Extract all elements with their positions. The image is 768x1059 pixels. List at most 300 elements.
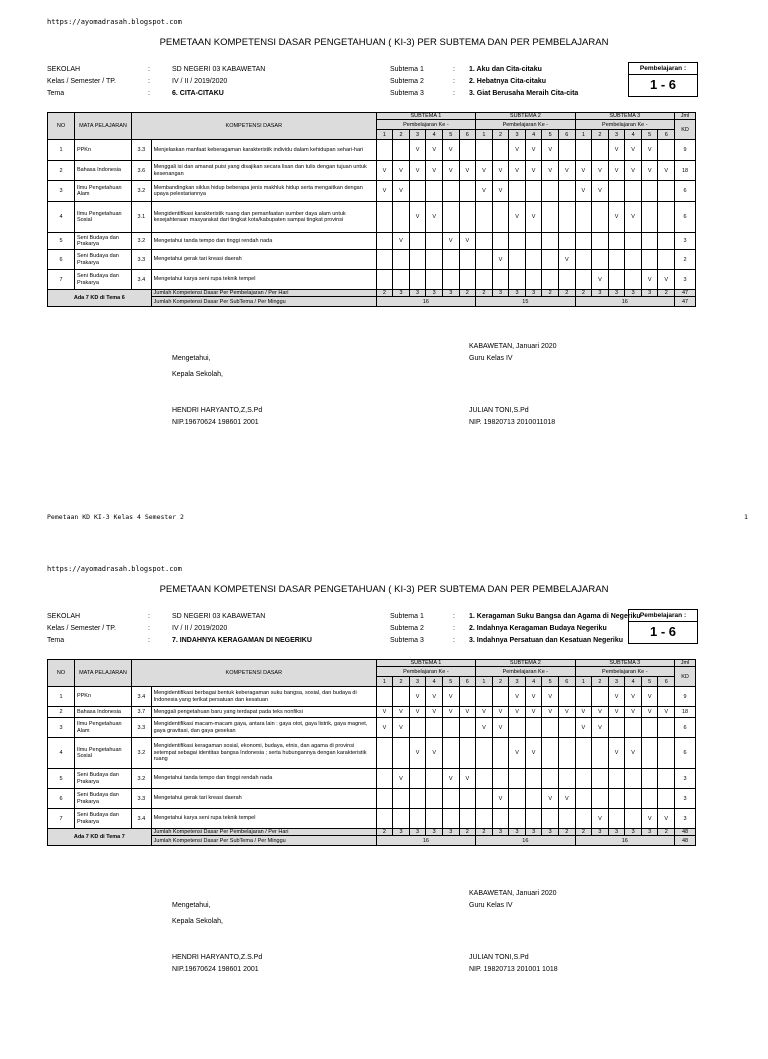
row-mark: V	[641, 687, 658, 707]
row-mark: V	[492, 161, 509, 181]
header-pembelajaran-number: 2	[393, 130, 410, 140]
summary-minggu-value: 16	[575, 297, 674, 307]
header-pembelajaran: Pembelajaran Ke -	[575, 120, 674, 130]
row-mark	[459, 250, 476, 270]
row-mark: V	[409, 687, 426, 707]
summary-hari-value: 2	[459, 290, 476, 297]
subtema-2-separator: :	[453, 625, 455, 632]
row-mark	[476, 687, 493, 707]
row-mark	[542, 809, 559, 829]
summary-hari-value: 3	[509, 290, 526, 297]
row-mark	[559, 687, 576, 707]
row-no: 6	[48, 789, 75, 809]
row-mark	[409, 809, 426, 829]
row-mark: V	[509, 202, 526, 233]
row-mark: V	[525, 140, 542, 161]
table-row	[48, 140, 696, 161]
row-jml: 3	[675, 809, 696, 829]
row-mapel: Seni Budaya dan Prakarya	[74, 270, 131, 290]
row-mark	[376, 809, 393, 829]
row-mark	[442, 718, 459, 738]
summary-minggu-value: 16	[476, 836, 575, 846]
header-pembelajaran-number: 6	[559, 677, 576, 687]
header-pembelajaran-number: 2	[492, 130, 509, 140]
summary-hari-value: 2	[376, 290, 393, 297]
header-pembelajaran-number: 6	[559, 130, 576, 140]
row-mark	[409, 789, 426, 809]
row-mark: V	[492, 789, 509, 809]
row-mapel: Ilmu Pengetahuan Sosial	[74, 202, 131, 233]
row-mark	[492, 233, 509, 250]
row-mark	[658, 181, 675, 202]
summary-hari-label: Jumlah Kompetensi Dasar Per Pembelajaran / Per Hari	[151, 290, 376, 297]
row-mark: V	[608, 161, 625, 181]
row-kd-description: Menggali isi dan amanat puisi yang disajikan secara lisan dan tulis dengan tujuan untuk kesenangan	[151, 161, 376, 181]
table-row	[48, 270, 696, 290]
row-mark: V	[625, 140, 642, 161]
row-mapel: Ilmu Pengetahuan Alam	[74, 718, 131, 738]
table-row	[48, 789, 696, 809]
row-mark	[658, 738, 675, 769]
summary-hari-value: 3	[509, 829, 526, 836]
row-kd-description: Mengidentifikasi karakteristik ruang dan pemanfaatan sumber daya alam untuk kesejahteraan masyarakat dari tingkat kota/kabupaten sampai tingkat provinsi	[151, 202, 376, 233]
table-row	[48, 718, 696, 738]
row-kd-description: Mengetahui karya seni rupa teknik tempel	[151, 270, 376, 290]
header-pembelajaran: Pembelajaran Ke -	[476, 667, 575, 677]
guru-name: JULIAN TONI,S.Pd	[469, 954, 529, 961]
row-mark: V	[442, 707, 459, 718]
row-mark: V	[592, 809, 609, 829]
row-no: 4	[48, 738, 75, 769]
row-no: 2	[48, 161, 75, 181]
row-mark: V	[608, 738, 625, 769]
row-mark	[608, 270, 625, 290]
row-kd-code: 3.1	[131, 202, 151, 233]
header-pembelajaran-number: 2	[592, 677, 609, 687]
header-pembelajaran-number: 5	[641, 677, 658, 687]
subtema-1-separator: :	[453, 613, 455, 620]
row-mark	[376, 687, 393, 707]
row-mark	[608, 789, 625, 809]
row-mark	[592, 687, 609, 707]
kelas-value: IV / II / 2019/2020	[172, 625, 228, 632]
row-mark: V	[492, 707, 509, 718]
row-mark	[542, 738, 559, 769]
row-mark: V	[426, 202, 443, 233]
summary-label: Ada 7 KD di Tema 6	[48, 290, 152, 307]
row-mark: V	[393, 718, 410, 738]
header-pembelajaran-number: 5	[542, 130, 559, 140]
row-mark	[525, 809, 542, 829]
row-mark	[442, 738, 459, 769]
row-mark	[559, 738, 576, 769]
row-mark: V	[592, 270, 609, 290]
subtema-2-separator: :	[453, 78, 455, 85]
row-mark	[393, 250, 410, 270]
row-kd-code: 3.4	[131, 687, 151, 707]
row-kd-code: 3.2	[131, 769, 151, 789]
row-mark	[376, 738, 393, 769]
row-no: 6	[48, 250, 75, 270]
row-mark: V	[608, 707, 625, 718]
row-mark: V	[641, 161, 658, 181]
row-no: 1	[48, 687, 75, 707]
row-mark	[393, 809, 410, 829]
row-mark	[559, 270, 576, 290]
row-mark	[559, 181, 576, 202]
row-mark: V	[658, 707, 675, 718]
summary-hari-value: 3	[592, 829, 609, 836]
sekolah-label: SEKOLAH	[47, 66, 81, 73]
row-mark	[459, 270, 476, 290]
row-mark	[542, 769, 559, 789]
row-mark: V	[625, 738, 642, 769]
row-mark	[426, 718, 443, 738]
mengetahui-label: Mengetahui,	[172, 902, 211, 909]
row-mark: V	[492, 250, 509, 270]
summary-hari-value: 2	[559, 290, 576, 297]
summary-hari-value: 2	[575, 829, 592, 836]
row-mark: V	[608, 140, 625, 161]
row-mark	[476, 789, 493, 809]
row-mark	[426, 250, 443, 270]
row-mark	[658, 769, 675, 789]
row-mark	[476, 738, 493, 769]
subtema-1-value: 1. Aku dan Cita-citaku	[469, 66, 542, 73]
row-no: 3	[48, 181, 75, 202]
row-mark: V	[658, 270, 675, 290]
row-mark: V	[442, 769, 459, 789]
row-mark	[426, 789, 443, 809]
row-mark: V	[409, 161, 426, 181]
row-mark	[625, 789, 642, 809]
row-mark	[492, 140, 509, 161]
row-mark	[575, 789, 592, 809]
row-jml: 18	[675, 707, 696, 718]
summary-label: Ada 7 KD di Tema 7	[48, 829, 152, 846]
row-kd-code: 3.3	[131, 140, 151, 161]
row-mark	[641, 789, 658, 809]
row-mark	[608, 769, 625, 789]
row-kd-code: 3.7	[131, 707, 151, 718]
row-mark	[641, 233, 658, 250]
row-mark: V	[542, 687, 559, 707]
row-mark: V	[426, 161, 443, 181]
row-kd-description: Mengetahui tanda tempo dan tinggi rendah nada	[151, 769, 376, 789]
row-mark	[592, 140, 609, 161]
row-mark: V	[459, 161, 476, 181]
row-mapel: PPKn	[74, 687, 131, 707]
row-mark	[542, 270, 559, 290]
row-mark	[625, 769, 642, 789]
row-mark: V	[492, 181, 509, 202]
header-kd: KOMPETENSI DASAR	[131, 660, 376, 687]
row-mark	[476, 809, 493, 829]
row-kd-code: 3.3	[131, 789, 151, 809]
row-mark	[393, 738, 410, 769]
summary-hari-value: 3	[409, 290, 426, 297]
row-mark	[509, 250, 526, 270]
row-mark	[492, 769, 509, 789]
row-mark: V	[393, 161, 410, 181]
row-mapel: Seni Budaya dan Prakarya	[74, 809, 131, 829]
row-mark: V	[559, 250, 576, 270]
row-jml: 9	[675, 687, 696, 707]
summary-hari-value: 2	[476, 829, 493, 836]
row-mark	[426, 233, 443, 250]
row-mark: V	[658, 809, 675, 829]
document-title: PEMETAAN KOMPETENSI DASAR PENGETAHUAN ( KI-3) PER SUBTEMA DAN PER PEMBELAJARAN	[159, 37, 609, 48]
row-mark	[641, 181, 658, 202]
row-mark: V	[509, 738, 526, 769]
row-mark	[459, 687, 476, 707]
row-mapel: Seni Budaya dan Prakarya	[74, 250, 131, 270]
row-mark	[559, 140, 576, 161]
pembelajaran-value: 1 - 6	[649, 624, 676, 639]
row-mapel: Ilmu Pengetahuan Sosial	[74, 738, 131, 769]
summary-hari-value: 3	[426, 829, 443, 836]
row-mark: V	[542, 161, 559, 181]
page-2	[0, 547, 768, 1059]
row-kd-code: 3.3	[131, 718, 151, 738]
row-mark	[658, 789, 675, 809]
sekolah-value: SD NEGERI 03 KABAWETAN	[172, 613, 266, 620]
row-mark	[658, 250, 675, 270]
summary-hari-label: Jumlah Kompetensi Dasar Per Pembelajaran / Per Hari	[151, 829, 376, 836]
row-mark: V	[641, 140, 658, 161]
summary-minggu-value: 15	[476, 297, 575, 307]
row-mark	[376, 270, 393, 290]
row-mark	[492, 809, 509, 829]
row-mark	[393, 789, 410, 809]
row-mark	[658, 140, 675, 161]
row-mark	[525, 181, 542, 202]
row-mark: V	[409, 738, 426, 769]
row-mark	[559, 233, 576, 250]
row-mark	[608, 809, 625, 829]
row-mark: V	[575, 718, 592, 738]
header-pembelajaran-number: 6	[459, 677, 476, 687]
row-mark: V	[426, 707, 443, 718]
row-mark: V	[525, 707, 542, 718]
place-date: KABAWETAN, Januari 2020	[469, 890, 557, 897]
row-mark	[575, 270, 592, 290]
row-mark	[575, 738, 592, 769]
header-pembelajaran-number: 3	[509, 677, 526, 687]
row-mark	[459, 809, 476, 829]
row-mark: V	[459, 707, 476, 718]
summary-minggu-total: 48	[675, 836, 696, 846]
subtema-1-separator: :	[453, 66, 455, 73]
row-no: 2	[48, 707, 75, 718]
row-mark	[442, 202, 459, 233]
row-mark: V	[641, 809, 658, 829]
row-no: 3	[48, 718, 75, 738]
subtema-3-separator: :	[453, 90, 455, 97]
row-mark	[509, 270, 526, 290]
header-mapel: MATA PELAJARAN	[74, 113, 131, 140]
row-mark	[409, 233, 426, 250]
row-no: 5	[48, 233, 75, 250]
row-jml: 6	[675, 202, 696, 233]
header-pembelajaran-number: 4	[625, 130, 642, 140]
row-mark: V	[592, 161, 609, 181]
source-url: https://ayomadrasah.blogspot.com	[47, 565, 182, 573]
row-mark: V	[509, 161, 526, 181]
row-mark: V	[442, 687, 459, 707]
subtema-3-value: 3. Indahnya Persatuan dan Kesatuan Negeriku	[469, 637, 624, 644]
row-mark	[409, 181, 426, 202]
summary-minggu-total: 47	[675, 297, 696, 307]
row-kd-description: Menjelaskan manfaat keberagaman karakteristik individu dalam kehidupan sehari-hari	[151, 140, 376, 161]
row-mark: V	[592, 181, 609, 202]
table-row	[48, 250, 696, 270]
row-jml: 9	[675, 140, 696, 161]
row-mark	[509, 718, 526, 738]
header-pembelajaran: Pembelajaran Ke -	[575, 667, 674, 677]
row-mark	[575, 809, 592, 829]
row-mark	[575, 202, 592, 233]
row-mark	[575, 250, 592, 270]
kd-table	[47, 659, 696, 846]
row-jml: 6	[675, 738, 696, 769]
row-mark: V	[409, 202, 426, 233]
summary-hari-value: 2	[658, 290, 675, 297]
row-mark: V	[393, 181, 410, 202]
header-pembelajaran-number: 3	[608, 677, 625, 687]
row-mark	[525, 718, 542, 738]
row-mark	[625, 250, 642, 270]
pembelajaran-box	[628, 62, 698, 97]
row-mark: V	[409, 707, 426, 718]
table-row	[48, 161, 696, 181]
row-mark: V	[442, 161, 459, 181]
row-mark	[575, 140, 592, 161]
subtema-2-value: 2. Indahnya Keragaman Budaya Negeriku	[469, 625, 607, 632]
kelas-label: Kelas / Semester / TP.	[47, 78, 116, 85]
kepala-role: Kepala Sekolah,	[172, 918, 223, 925]
row-jml: 3	[675, 769, 696, 789]
row-mapel: Seni Budaya dan Prakarya	[74, 769, 131, 789]
row-mark: V	[658, 161, 675, 181]
row-mark: V	[476, 161, 493, 181]
row-mark: V	[426, 140, 443, 161]
tema-value: 6. CITA-CITAKU	[172, 90, 224, 97]
sekolah-separator: :	[148, 66, 150, 73]
header-pembelajaran-number: 1	[575, 130, 592, 140]
row-kd-description: Mengetahui gerak tari kreasi daerah	[151, 250, 376, 270]
table-row	[48, 233, 696, 250]
row-mark: V	[393, 707, 410, 718]
row-mark: V	[426, 687, 443, 707]
kelas-separator: :	[148, 78, 150, 85]
row-jml: 3	[675, 233, 696, 250]
row-kd-description: Mengidentifikasi macam-macam gaya, antara lain : gaya otot, gaya listrik, gaya magnet, gaya gravitasi, dan gaya gesekan	[151, 718, 376, 738]
pembelajaran-value: 1 - 6	[649, 77, 676, 92]
row-mark	[658, 718, 675, 738]
summary-hari-value: 3	[492, 829, 509, 836]
header-kd-count: KD	[675, 667, 696, 687]
row-mark	[641, 769, 658, 789]
row-mark	[426, 181, 443, 202]
row-no: 4	[48, 202, 75, 233]
row-mark: V	[393, 769, 410, 789]
row-no: 1	[48, 140, 75, 161]
summary-hari-value: 3	[641, 829, 658, 836]
row-mark	[492, 202, 509, 233]
row-mark	[542, 250, 559, 270]
row-mark: V	[542, 140, 559, 161]
header-pembelajaran-number: 5	[442, 677, 459, 687]
row-mark: V	[509, 707, 526, 718]
row-mark	[376, 233, 393, 250]
row-mark	[376, 789, 393, 809]
tema-value: 7. INDAHNYA KERAGAMAN DI NEGERIKU	[172, 637, 312, 644]
summary-hari-total: 47	[675, 290, 696, 297]
header-subtema-2: SUBTEMA 2	[476, 113, 575, 120]
summary-hari-value: 3	[442, 290, 459, 297]
row-mark: V	[376, 718, 393, 738]
header-jml: Jml	[675, 660, 696, 667]
row-mark: V	[525, 161, 542, 181]
tema-label: Tema	[47, 90, 65, 97]
footer-text: Pemetaan KD KI-3 Kelas 4 Semester 2	[47, 513, 184, 521]
row-mark	[592, 250, 609, 270]
kepala-nip: NIP.19670624 198601 2001	[172, 419, 259, 426]
table-row	[48, 181, 696, 202]
row-mark: V	[409, 140, 426, 161]
row-mark	[492, 738, 509, 769]
row-mark	[608, 718, 625, 738]
row-jml: 18	[675, 161, 696, 181]
header-pembelajaran-number: 3	[509, 130, 526, 140]
row-mark	[542, 233, 559, 250]
row-mark	[459, 718, 476, 738]
table-row	[48, 707, 696, 718]
row-mark: V	[442, 140, 459, 161]
header-kd-count: KD	[675, 120, 696, 140]
row-mark: V	[559, 161, 576, 181]
header-pembelajaran-number: 1	[476, 130, 493, 140]
tema-label: Tema	[47, 637, 65, 644]
row-mapel: Seni Budaya dan Prakarya	[74, 233, 131, 250]
row-mark	[575, 769, 592, 789]
pembelajaran-box	[628, 609, 698, 644]
subtema-3-label: Subtema 3	[390, 637, 424, 644]
header-pembelajaran-number: 3	[409, 130, 426, 140]
row-mark: V	[442, 233, 459, 250]
summary-minggu-label: Jumlah Kompetensi Dasar Per SubTema / Per Minggu	[151, 297, 376, 307]
summary-hari-value: 2	[376, 829, 393, 836]
row-kd-code: 3.4	[131, 270, 151, 290]
row-mark: V	[509, 140, 526, 161]
row-mark	[641, 202, 658, 233]
header-mapel: MATA PELAJARAN	[74, 660, 131, 687]
row-mark	[658, 233, 675, 250]
row-mark	[459, 202, 476, 233]
row-mark	[625, 181, 642, 202]
row-mark: V	[459, 769, 476, 789]
row-mark: V	[459, 233, 476, 250]
row-mark	[409, 769, 426, 789]
sekolah-separator: :	[148, 613, 150, 620]
row-mark	[608, 233, 625, 250]
guru-nip: NIP. 19820713 201001 1018	[469, 966, 558, 973]
row-mark: V	[525, 687, 542, 707]
header-subtema-1: SUBTEMA 1	[376, 660, 475, 667]
row-mark	[509, 233, 526, 250]
document-title: PEMETAAN KOMPETENSI DASAR PENGETAHUAN ( KI-3) PER SUBTEMA DAN PER PEMBELAJARAN	[159, 584, 609, 595]
